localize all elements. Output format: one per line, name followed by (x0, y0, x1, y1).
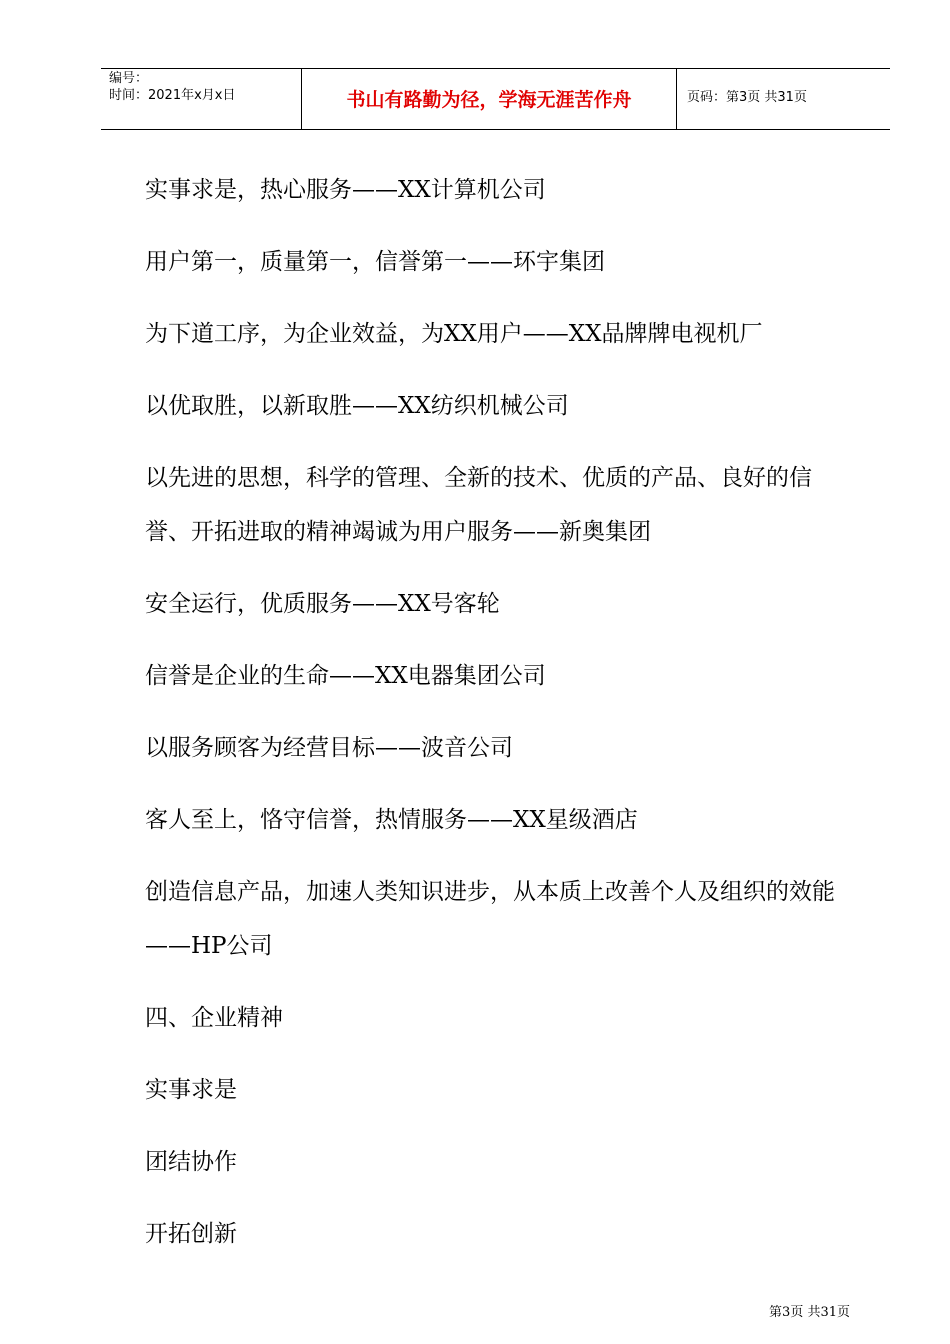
header-motto-cell (301, 69, 677, 129)
section-heading: 四、企业精神 (145, 1005, 283, 1031)
header-page-cell (677, 69, 890, 129)
header-page-info: 页码：第3页 共31页 (687, 90, 807, 105)
body-paragraph: 实事求是，热心服务——XX计算机公司 (145, 177, 546, 203)
body-paragraph: 信誉是企业的生命——XX电器集团公司 (145, 663, 546, 689)
body-paragraph: 团结协作 (145, 1149, 237, 1175)
page-header (101, 68, 890, 130)
page-footer: 第3页 共31页 (769, 1305, 850, 1320)
body-paragraph: 以优取胜，以新取胜——XX纺织机械公司 (145, 393, 569, 419)
body-paragraph: 创造信息产品，加速人类知识进步，从本质上改善个人及组织的效能——HP公司 (145, 879, 835, 959)
body-paragraph: 以先进的思想，科学的管理、全新的技术、优质的产品、良好的信誉、开拓进取的精神竭诚为用户服务——新奥集团 (145, 465, 812, 545)
header-motto: 书山有路勤为径，学海无涯苦作舟 (346, 89, 632, 111)
body-paragraph: 为下道工序，为企业效益，为XX用户——XX品牌牌电视机厂 (145, 321, 763, 347)
document-time-label: 时间：2021年x月x日 (109, 88, 236, 103)
body-paragraph: 用户第一，质量第一，信誉第一——环宇集团 (145, 249, 605, 275)
header-meta-cell (101, 69, 301, 129)
document-number-label: 编号： (109, 71, 149, 86)
document-body (145, 163, 855, 1279)
body-paragraph: 开拓创新 (145, 1221, 237, 1247)
body-paragraph: 实事求是 (145, 1077, 237, 1103)
body-paragraph: 安全运行，优质服务——XX号客轮 (145, 591, 500, 617)
body-paragraph: 以服务顾客为经营目标——波音公司 (145, 735, 513, 761)
body-paragraph: 客人至上，恪守信誉，热情服务——XX星级酒店 (145, 807, 638, 833)
